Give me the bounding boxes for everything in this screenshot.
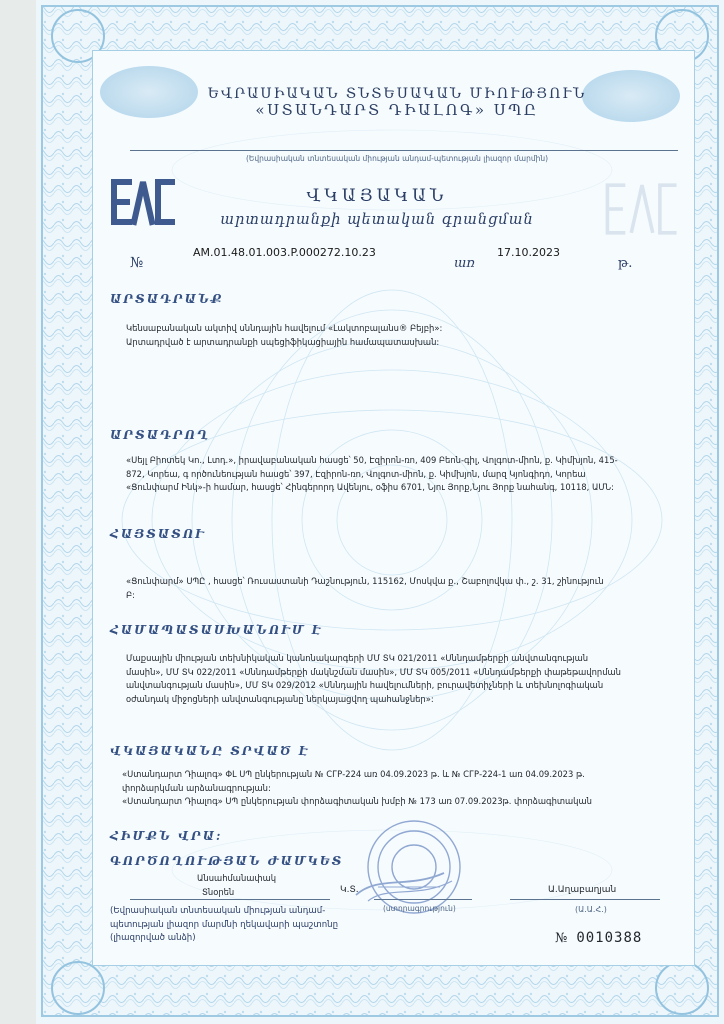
header-organization: «ՍՏԱՆԴԱՐՏ ԴԻԱԼՈԳ» ՍՊԸ <box>255 101 539 119</box>
section-heading-basis: ՀԻՄՔՆ ՎՐԱ: <box>110 829 223 843</box>
signature-line-middle <box>374 899 472 900</box>
signature-caption: (ստորագրություն) <box>383 904 456 913</box>
header-union: ԵՎՐԱՍԻԱԿԱՆ ՏՆՏԵՍԱԿԱՆ ՄԻՈՒԹՅՈՒՆ <box>207 86 587 102</box>
text-line: «Ստանդարտ Դիալոգ» ՓԼ ՍՊ ընկերության № СГР-224 առ 04.09.2023 թ. և № СГР-224-1 առ 04.09.2023 թ. <box>122 769 585 779</box>
certificate-title: ՎԿԱՅԱԿԱՆ <box>306 186 448 206</box>
text-line: Կենսաբանական ակտիվ սննդային հավելում «Լակտոբալանս® Բեյբի»: <box>126 323 443 333</box>
header-subtitle: (Եվրասիական տնտեսական միության անդամ-պետության լիազոր մարմին) <box>245 154 549 163</box>
year-suffix: թ. <box>618 256 633 271</box>
signature-line-right <box>510 899 660 900</box>
signatory-name: Ա.Աղաբաղյան <box>548 885 617 895</box>
text-line: «Ցունփարմ» ՍՊԸ , հասցե՝ Ռուսաստանի Դաշնություն, 115162, Մոսկվա ք., Շաբոլովկա փ., շ. 31, շինություն <box>126 576 604 586</box>
section-heading-issued: ՎԿԱՅԱԿԱՆԸ ՏՐՎԱԾ Է <box>110 744 310 758</box>
text-line: «Ցունփարմ Ինկ»-ի համար, հասցե՝ Հինգերորդ Ավենյու, օֆիս 6701, Նյու Յորք,Նյու Յորք նահանգ, 10118, ԱՄՆ: <box>126 482 614 492</box>
text-line: օժանդակ միջոցների անվտանգությանը ներկայացվող պահանջներ»: <box>126 693 434 704</box>
serial-mark: № <box>555 931 569 946</box>
text-line: Մաքսային միության տեխնիկական կանոնակարգերի ՄՄ ՏԿ 021/2011 «Սննդամթերքի անվտանգության <box>126 653 589 663</box>
section-heading-applicant: ՀԱՅՏԱՏՈՒ <box>110 527 206 541</box>
text-line: Բ: <box>126 589 135 600</box>
applicant-text <box>126 575 666 602</box>
text-line: 872, Կորեա, գ ործունեության հասցե՝ 397, Էզիրոն-ռո, Վոլգոտ-միոն, ք. Կիմխյոն, մարզ Կյոնգիդո, Կորեա <box>126 468 586 479</box>
name-caption: (Ա.Ա.Հ.) <box>575 905 607 914</box>
text-line: Արտադրված է արտադրանքի սպեցիֆիկացիային համապատասխան: <box>126 336 440 347</box>
serial-number <box>555 930 642 946</box>
issued-text <box>122 768 682 809</box>
date-label: առ <box>454 256 475 271</box>
text-line: «Ստանդարտ Դիալոգ» ՍՊ ընկերության փորձագիտական խմբի № 173 առ 07.09.2023թ. փորձագիտական <box>122 796 592 806</box>
producer-text <box>126 454 692 495</box>
authority-note: (Եվրասիական տնտեսական միության անդամ-պետության լիազոր մարմնի ղեկավարի պաշտոնը (լիազորված անձի) <box>110 906 339 943</box>
section-heading-producer: ԱՐՏԱԴՐՈՂ <box>110 428 211 442</box>
conformity-text <box>126 652 686 706</box>
section-heading-validity: ԳՈՐԾՈՂՈՒԹՅԱՆ ԺԱՄԿԵՏ <box>110 854 344 868</box>
serial-value: 0010388 <box>576 930 643 946</box>
seal-mark: Կ.Տ. <box>340 885 359 895</box>
header-rule <box>130 150 678 151</box>
official-seal-icon <box>348 815 468 915</box>
product-text <box>126 322 666 349</box>
number-mark: № <box>130 255 144 271</box>
text-line: փորձարկման արձանագրության: <box>122 782 271 793</box>
issue-date: 17.10.2023 <box>497 246 560 259</box>
text-line: մասին», ՄՄ ՏԿ 022/2011 «Սննդամթերքի մակնշման մասին», ՄՄ ՏԿ 005/2011 «Սննդամթերքի փաթեթավորման <box>126 666 621 677</box>
text-line: անվտանգության մասին», ՄՄ ՏԿ 029/2012 «Սննդային հավելումների, բուրավետիչների և տեխնոլոգիական <box>126 680 604 690</box>
registration-number: AM.01.48.01.003.P.000272.10.23 <box>193 246 376 259</box>
text-line: «Սեյլ Բիոտեկ Կո., Լտդ.», իրավաբանական հասցե՝ 50, Էզիրոն-ռո, 409 Բեոն-գիլ, Վոլգոտ-միոն, ք. Կիմխյոն, 415- <box>126 455 618 465</box>
section-heading-conformity: ՀԱՄԱՊԱՏԱՍԽԱՆՈՒՄ Է <box>110 623 323 637</box>
validity-value: Անսահմանափակ <box>197 873 277 883</box>
director-title: Տնօրեն <box>202 887 235 897</box>
certificate-subtitle: արտադրանքի պետական գրանցման <box>220 212 534 228</box>
signature-line-left <box>130 899 330 900</box>
section-heading-product: ԱՐՏԱԴՐԱՆՔ <box>110 292 224 306</box>
